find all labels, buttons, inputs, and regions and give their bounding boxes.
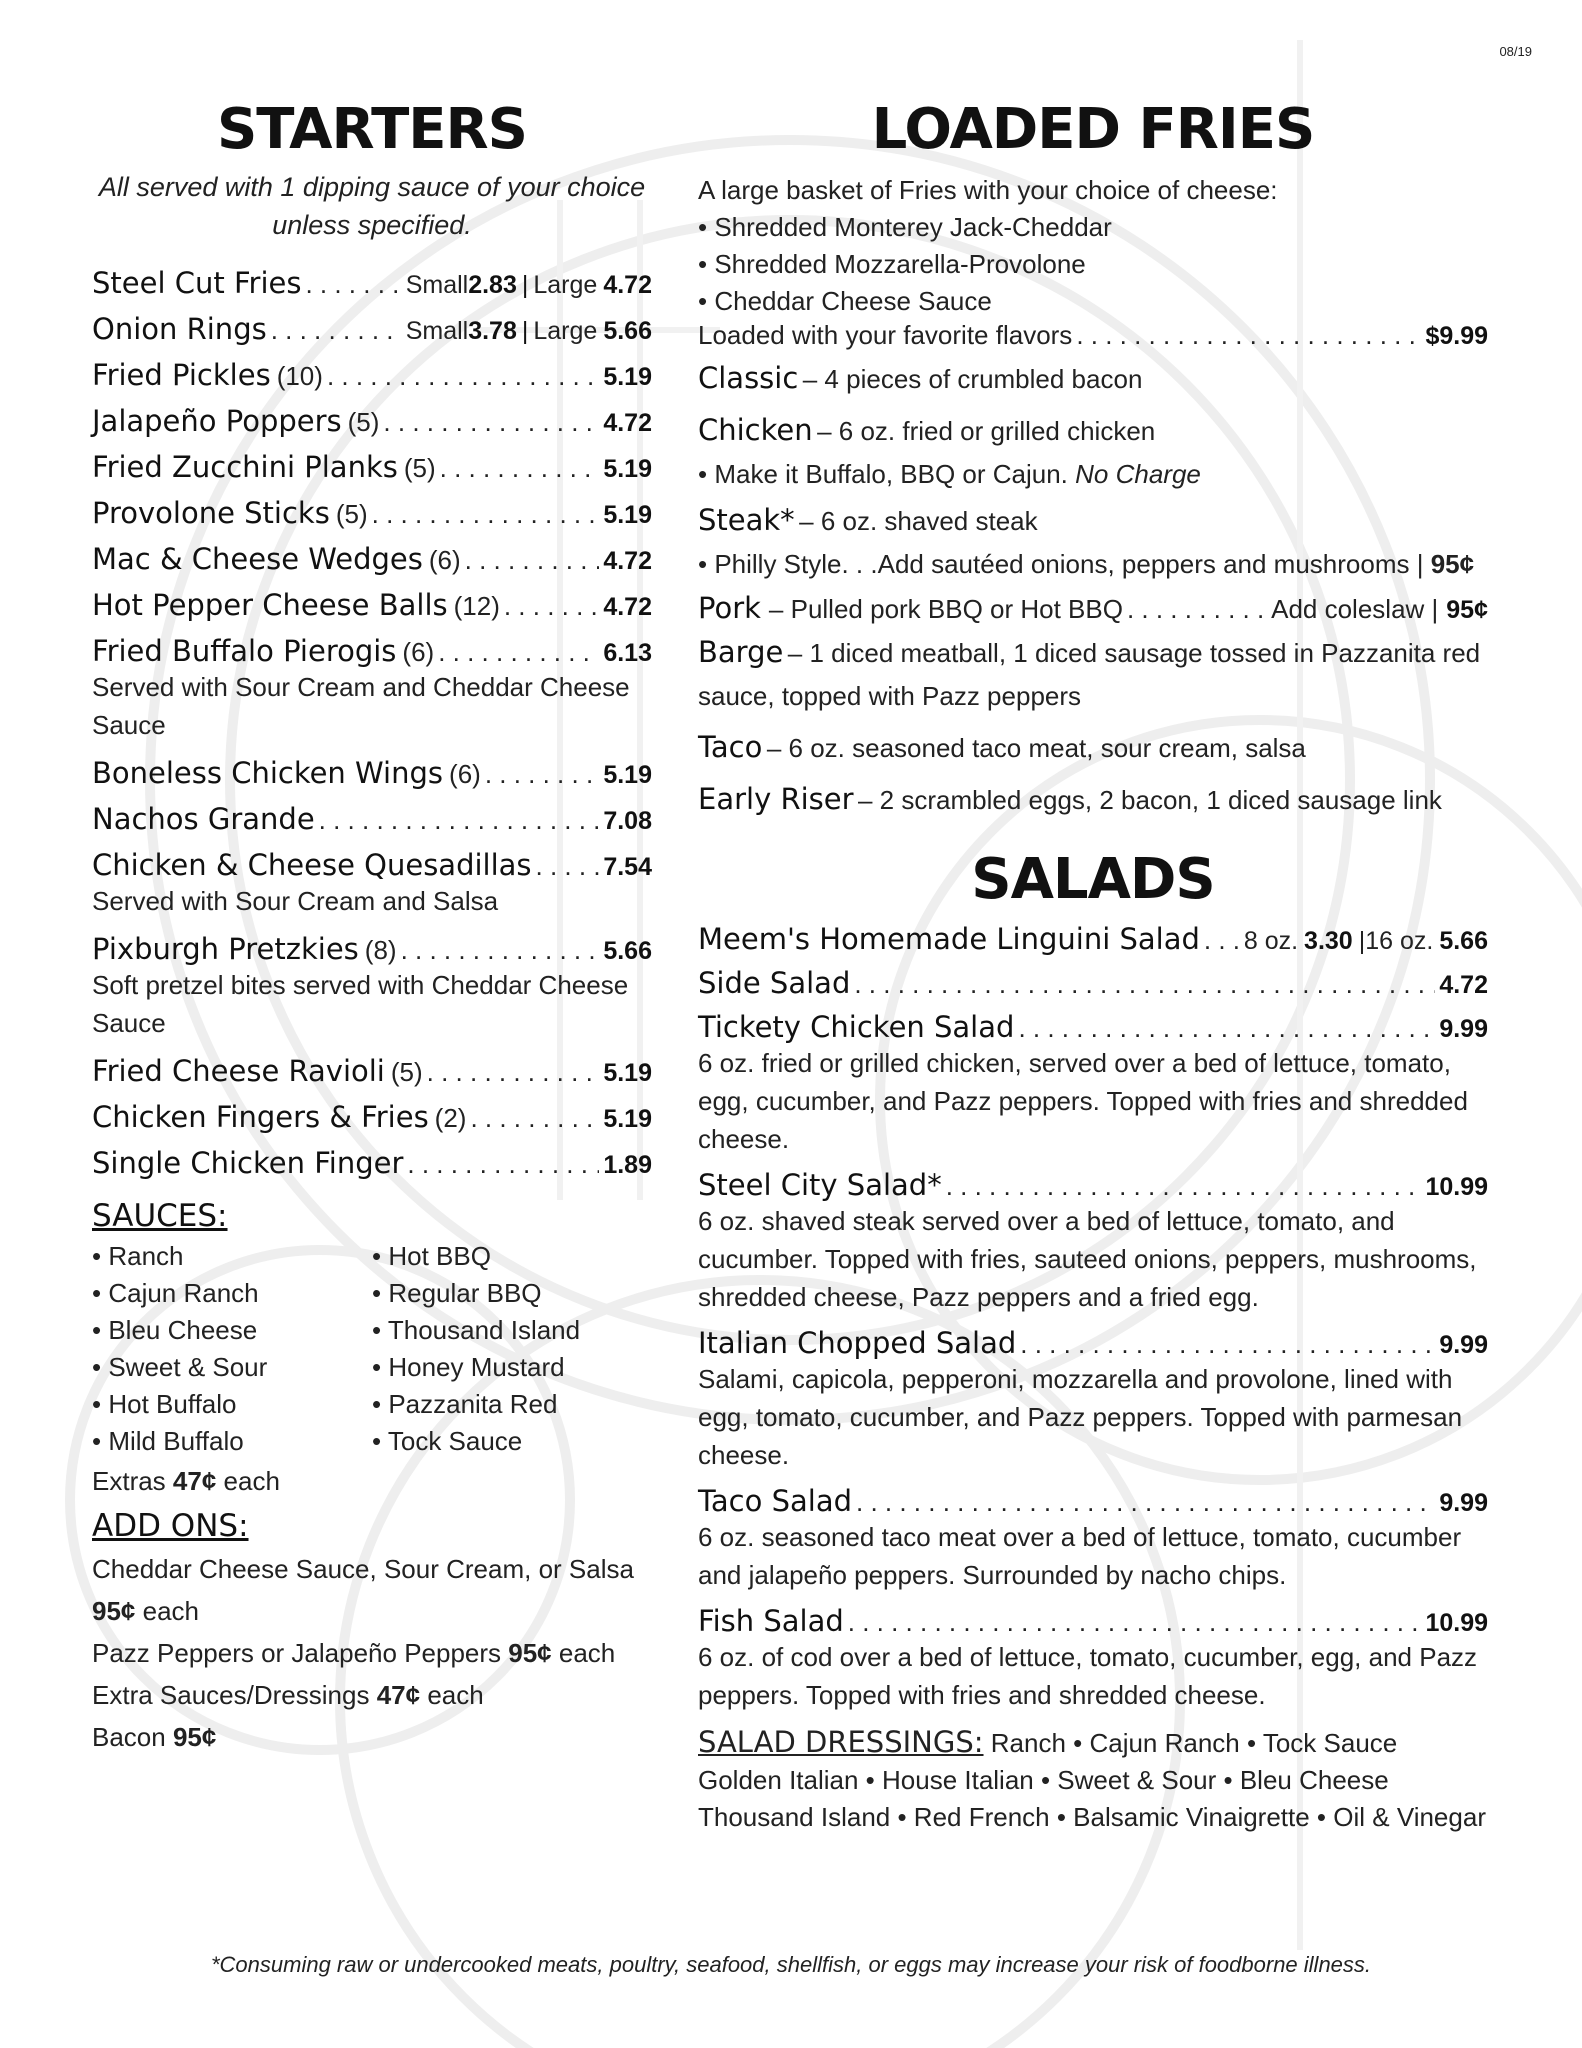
item-name: Mac & Cheese Wedges bbox=[92, 542, 423, 576]
item-price: 1.89 bbox=[603, 1151, 652, 1179]
fries-option-note: • Philly Style. . .Add sautéed onions, peppers and mushrooms | 95¢ bbox=[698, 549, 1475, 579]
item-price: 5.19 bbox=[603, 1105, 652, 1133]
large-label: Large bbox=[533, 271, 598, 299]
leader-dots bbox=[271, 315, 402, 346]
menu-item-row bbox=[92, 634, 652, 668]
fries-option bbox=[698, 633, 1488, 720]
loaded-fries-label: Loaded with your favorite flavors bbox=[698, 320, 1073, 350]
item-name: Boneless Chicken Wings bbox=[92, 756, 444, 790]
salad-item bbox=[698, 1604, 1488, 1714]
item-quantity: (6) bbox=[449, 759, 481, 789]
salad-name: Italian Chopped Salad bbox=[698, 1326, 1017, 1360]
starters-subtitle: All served with 1 dipping sauce of your choice unless specified. bbox=[98, 172, 646, 240]
fries-option-description: – 6 oz. shaved steak bbox=[799, 506, 1038, 536]
add-on-line bbox=[92, 1548, 652, 1590]
leader-dots bbox=[1018, 1013, 1435, 1044]
leader-dots bbox=[319, 805, 600, 836]
item-quantity: (8) bbox=[364, 935, 397, 965]
small-size-price: 3.30 bbox=[1304, 927, 1353, 955]
salad-item bbox=[698, 1010, 1488, 1158]
fries-option-line bbox=[698, 728, 1488, 772]
add-ons-heading: ADD ONS: bbox=[92, 1508, 249, 1544]
menu-item bbox=[92, 1146, 652, 1180]
salad-item bbox=[698, 1168, 1488, 1316]
large-price: 4.72 bbox=[603, 271, 652, 299]
leader-dots bbox=[327, 361, 599, 392]
cheese-option: • Shredded Monterey Jack-Cheddar bbox=[698, 209, 1488, 246]
item-quantity: (6) bbox=[428, 545, 461, 575]
item-description: Served with Sour Cream and Cheddar Cheese Sauce bbox=[92, 672, 630, 740]
salad-dressings bbox=[698, 1724, 1488, 1836]
food-safety-footer: *Consuming raw or undercooked meats, poultry, seafood, shellfish, or eggs may increase your risk of foodborne illness. bbox=[210, 1952, 1372, 1977]
salad-description: 6 oz. shaved steak served over a bed of lettuce, tomato, and cucumber. Topped with fries, sauteed onions, peppers, mushrooms, shredded cheese, Pazz peppers and a fried egg. bbox=[698, 1206, 1477, 1312]
fries-option bbox=[698, 359, 1488, 403]
menu-item bbox=[92, 1100, 652, 1134]
salad-price: 4.72 bbox=[1439, 971, 1488, 999]
menu-item-row bbox=[92, 932, 652, 966]
salad-item-row bbox=[698, 1484, 1488, 1518]
sauce-item: • Regular BBQ bbox=[372, 1275, 652, 1312]
menu-item bbox=[92, 542, 652, 576]
sauce-item: • Sweet & Sour bbox=[92, 1349, 372, 1386]
fries-option-line bbox=[698, 359, 1488, 403]
add-on-suffix: each bbox=[142, 1596, 200, 1626]
item-price: 5.19 bbox=[603, 363, 652, 391]
menu-item bbox=[92, 358, 652, 392]
salad-item bbox=[698, 966, 1488, 1000]
item-name: Fried Zucchini Planks bbox=[92, 450, 398, 484]
salad-price: 9.99 bbox=[1439, 1331, 1488, 1359]
add-on-price: 95¢ bbox=[92, 1596, 136, 1626]
menu-item-row bbox=[92, 450, 652, 484]
sauce-item: • Honey Mustard bbox=[372, 1349, 652, 1386]
add-on-text: Cheddar Cheese Sauce, Sour Cream, or Salsa bbox=[92, 1554, 634, 1584]
menu-item-row bbox=[92, 542, 652, 576]
sauces-extras bbox=[92, 1460, 652, 1502]
salad-description: 6 oz. seasoned taco meat over a bed of lettuce, tomato, cucumber and jalapeño peppers. Surrounded by nacho chips. bbox=[698, 1522, 1462, 1590]
salad-item-row bbox=[698, 922, 1488, 956]
salad-price: 10.99 bbox=[1425, 1609, 1488, 1637]
leader-dots bbox=[848, 1607, 1422, 1638]
cheese-options bbox=[698, 209, 1488, 320]
item-name: Jalapeño Poppers bbox=[92, 404, 342, 438]
fries-option-name: Early Riser bbox=[698, 782, 854, 816]
extras-suffix: each bbox=[223, 1466, 280, 1496]
salad-dressings-line-3: Thousand Island • Red French • Balsamic Vinaigrette • Oil & Vinegar bbox=[698, 1802, 1486, 1832]
leader-dots bbox=[383, 407, 599, 438]
fries-note-price: 95¢ bbox=[1430, 549, 1475, 579]
fries-option-row bbox=[698, 591, 1488, 625]
starters-heading: STARTERS bbox=[216, 97, 528, 162]
item-name: Steel Cut Fries bbox=[92, 266, 302, 300]
item-name: Nachos Grande bbox=[92, 802, 315, 836]
add-on-line bbox=[92, 1590, 652, 1632]
menu-item-row bbox=[92, 1146, 652, 1180]
starters-list bbox=[92, 266, 652, 1180]
item-quantity: (2) bbox=[434, 1103, 467, 1133]
item-description: Soft pretzel bites served with Cheddar Cheese Sauce bbox=[92, 970, 629, 1038]
fries-option-description: – 2 scrambled eggs, 2 bacon, 1 diced sausage link bbox=[858, 785, 1442, 815]
add-on-price: 95¢ bbox=[172, 1722, 217, 1752]
fries-option bbox=[698, 780, 1488, 824]
small-price: 2.83 bbox=[468, 271, 517, 299]
leader-dots bbox=[854, 969, 1435, 1000]
menu-item bbox=[92, 756, 652, 790]
item-price: 7.54 bbox=[603, 853, 652, 881]
item-name: Provolone Sticks bbox=[92, 496, 330, 530]
add-on-line bbox=[92, 1674, 652, 1716]
sauces-column-2 bbox=[372, 1238, 652, 1460]
salad-dressings-heading: SALAD DRESSINGS: bbox=[698, 1725, 984, 1759]
item-price: 7.08 bbox=[603, 807, 652, 835]
fries-option-name: Steak* bbox=[698, 503, 795, 537]
salad-name: Fish Salad bbox=[698, 1604, 844, 1638]
item-name: Hot Pepper Cheese Balls bbox=[92, 588, 448, 622]
menu-item bbox=[92, 932, 652, 1042]
fries-option bbox=[698, 728, 1488, 772]
large-size-label: |16 oz. bbox=[1358, 927, 1434, 955]
item-name: Chicken & Cheese Quesadillas bbox=[92, 848, 532, 882]
salad-price: 9.99 bbox=[1439, 1489, 1488, 1517]
sauce-item: • Tock Sauce bbox=[372, 1423, 652, 1460]
fries-option-note: • Make it Buffalo, BBQ or Cajun. No Charge bbox=[698, 459, 1201, 489]
item-price: 5.66 bbox=[603, 937, 652, 965]
salad-name: Side Salad bbox=[698, 966, 851, 1000]
salad-item-row bbox=[698, 1010, 1488, 1044]
loaded-fries-list bbox=[698, 359, 1488, 824]
item-quantity: (12) bbox=[453, 591, 500, 621]
leader-dots bbox=[504, 591, 599, 622]
item-price: 4.72 bbox=[603, 547, 652, 575]
item-quantity: (5) bbox=[390, 1057, 423, 1087]
add-on-price: 95¢ bbox=[508, 1638, 552, 1668]
salad-item bbox=[698, 1326, 1488, 1474]
item-quantity: (5) bbox=[403, 453, 436, 483]
fries-note-text: Make it Buffalo, BBQ or Cajun. bbox=[714, 459, 1068, 489]
pork-extra-price: 95¢ bbox=[1446, 596, 1488, 624]
fries-note-extra: No Charge bbox=[1075, 459, 1201, 489]
salad-name: Meem's Homemade Linguini Salad bbox=[698, 922, 1200, 956]
salad-price: 9.99 bbox=[1439, 1015, 1488, 1043]
menu-item bbox=[92, 404, 652, 438]
salads-heading: SALADS bbox=[971, 847, 1215, 912]
salads-list bbox=[698, 922, 1488, 1714]
menu-item-row bbox=[92, 588, 652, 622]
leader-dots bbox=[440, 453, 600, 484]
salad-name: Steel City Salad* bbox=[698, 1168, 942, 1202]
item-name: Fried Buffalo Pierogis bbox=[92, 634, 397, 668]
menu-item bbox=[92, 496, 652, 530]
add-on-suffix: each bbox=[558, 1638, 616, 1668]
salad-description: 6 oz. of cod over a bed of lettuce, tomato, cucumber, egg, and Pazz peppers. Topped with fries and shredded cheese. bbox=[698, 1642, 1478, 1710]
item-price: 6.13 bbox=[603, 639, 652, 667]
menu-item bbox=[92, 1054, 652, 1088]
sauce-item: • Thousand Island bbox=[372, 1312, 652, 1349]
salad-item bbox=[698, 1484, 1488, 1594]
menu-item-row bbox=[92, 802, 652, 836]
item-name: Pixburgh Pretzkies bbox=[92, 932, 359, 966]
menu-item-row bbox=[92, 756, 652, 790]
salad-item-row bbox=[698, 1326, 1488, 1360]
fries-option-line bbox=[698, 411, 1488, 455]
fries-option-name: Barge bbox=[698, 635, 784, 669]
item-description: Served with Sour Cream and Salsa bbox=[92, 886, 499, 916]
small-label: Small bbox=[405, 271, 469, 299]
leader-dots bbox=[305, 269, 401, 300]
salad-dressings-line-1: Ranch • Cajun Ranch • Tock Sauce bbox=[990, 1728, 1398, 1758]
leader-dots bbox=[536, 851, 600, 882]
item-name: Chicken Fingers & Fries bbox=[92, 1100, 429, 1134]
menu-item-row bbox=[92, 404, 652, 438]
leader-dots bbox=[946, 1171, 1422, 1202]
leader-dots bbox=[485, 759, 600, 790]
leader-dots bbox=[1020, 1329, 1435, 1360]
menu-item bbox=[92, 312, 652, 346]
sauce-item: • Cajun Ranch bbox=[92, 1275, 372, 1312]
leader-dots bbox=[1127, 594, 1267, 625]
fries-option-name: Taco bbox=[698, 730, 763, 764]
menu-item-row bbox=[92, 496, 652, 530]
leader-dots bbox=[401, 935, 600, 966]
leader-dots bbox=[470, 1103, 599, 1134]
pork-extra: Add coleslaw | bbox=[1271, 594, 1439, 624]
menu-item bbox=[92, 634, 652, 744]
fries-note-text: Philly Style. . .Add sautéed onions, peppers and mushrooms | bbox=[714, 549, 1424, 579]
sauces-column-1 bbox=[92, 1238, 372, 1460]
item-name: Onion Rings bbox=[92, 312, 267, 346]
add-on-suffix: each bbox=[427, 1680, 484, 1710]
item-quantity: (5) bbox=[347, 407, 380, 437]
large-label: Large bbox=[533, 317, 598, 345]
add-ons-list bbox=[92, 1548, 652, 1758]
cheese-option: • Shredded Mozzarella-Provolone bbox=[698, 246, 1488, 283]
menu-item bbox=[92, 450, 652, 484]
salad-item bbox=[698, 922, 1488, 956]
menu-item bbox=[92, 848, 652, 920]
left-column bbox=[92, 96, 652, 1758]
leader-dots bbox=[372, 499, 600, 530]
small-price: 3.78 bbox=[468, 317, 517, 345]
menu-item-row bbox=[92, 358, 652, 392]
right-column bbox=[698, 96, 1488, 1836]
fries-option-name: Pork bbox=[698, 591, 761, 625]
item-price: 4.72 bbox=[603, 409, 652, 437]
menu-item-row bbox=[92, 312, 652, 346]
add-on-line bbox=[92, 1716, 652, 1758]
leader-dots bbox=[427, 1057, 600, 1088]
item-quantity: (6) bbox=[402, 637, 435, 667]
item-price: 5.19 bbox=[603, 761, 652, 789]
salad-item-row bbox=[698, 1168, 1488, 1202]
loaded-fries-heading: LOADED FRIES bbox=[871, 97, 1315, 162]
large-size-price: 5.66 bbox=[1439, 927, 1488, 955]
fries-option bbox=[698, 411, 1488, 493]
sauce-item: • Bleu Cheese bbox=[92, 1312, 372, 1349]
add-on-text: Extra Sauces/Dressings bbox=[92, 1680, 370, 1710]
item-name: Fried Cheese Ravioli bbox=[92, 1054, 385, 1088]
salad-name: Tickety Chicken Salad bbox=[698, 1010, 1015, 1044]
price-separator: | bbox=[521, 317, 529, 345]
item-price: 4.72 bbox=[603, 593, 652, 621]
fries-option-description: – 6 oz. fried or grilled chicken bbox=[817, 416, 1156, 446]
fries-option-line bbox=[698, 501, 1488, 545]
leader-dots bbox=[438, 637, 599, 668]
salad-item-row bbox=[698, 966, 1488, 1000]
sauces-heading: SAUCES: bbox=[92, 1198, 228, 1234]
add-on-text: Pazz Peppers or Jalapeño Peppers bbox=[92, 1638, 502, 1668]
sauce-item: • Hot Buffalo bbox=[92, 1386, 372, 1423]
menu-item bbox=[92, 802, 652, 836]
menu-item-row bbox=[92, 1054, 652, 1088]
item-quantity: (10) bbox=[276, 361, 323, 391]
sauce-item: • Pazzanita Red bbox=[372, 1386, 652, 1423]
fries-option-description: – 6 oz. seasoned taco meat, sour cream, salsa bbox=[766, 733, 1306, 763]
leader-dots bbox=[407, 1149, 599, 1180]
leader-dots bbox=[856, 1487, 1435, 1518]
fries-option-line bbox=[698, 780, 1488, 824]
fries-option-line bbox=[698, 633, 1488, 720]
salad-item-row bbox=[698, 1604, 1488, 1638]
item-quantity: (5) bbox=[335, 499, 368, 529]
sauces-list bbox=[92, 1238, 652, 1460]
leader-dots bbox=[1204, 925, 1240, 956]
fries-option-description: – 1 diced meatball, 1 diced sausage tossed in Pazzanita red sauce, topped with Pazz peppers bbox=[698, 638, 1481, 711]
sauce-item: • Mild Buffalo bbox=[92, 1423, 372, 1460]
fries-option bbox=[698, 591, 1488, 625]
salad-name: Taco Salad bbox=[698, 1484, 853, 1518]
salad-price: 10.99 bbox=[1425, 1173, 1488, 1201]
leader-dots bbox=[465, 545, 600, 576]
fries-option-name: Classic bbox=[698, 361, 799, 395]
menu-item bbox=[92, 588, 652, 622]
small-size-label: 8 oz. bbox=[1243, 927, 1299, 955]
menu-item-row bbox=[92, 848, 652, 882]
menu-item bbox=[92, 266, 652, 300]
price-separator: | bbox=[521, 271, 529, 299]
date-code: 08/19 bbox=[1499, 44, 1532, 59]
fries-option-name: Chicken bbox=[698, 413, 813, 447]
item-name: Fried Pickles bbox=[92, 358, 271, 392]
salad-description: 6 oz. fried or grilled chicken, served over a bed of lettuce, tomato, egg, cucumber, and Pazz peppers. Topped with fries and shredded cheese. bbox=[698, 1048, 1468, 1154]
salad-dressings-line-2: Golden Italian • House Italian • Sweet & Sour • Bleu Cheese bbox=[698, 1765, 1389, 1795]
sauce-item: • Hot BBQ bbox=[372, 1238, 652, 1275]
large-price: 5.66 bbox=[603, 317, 652, 345]
add-on-text: Bacon bbox=[92, 1722, 166, 1752]
loaded-fries-price-row bbox=[698, 320, 1488, 351]
small-label: Small bbox=[405, 317, 469, 345]
extras-price: 47¢ bbox=[172, 1466, 217, 1496]
cheese-option: • Cheddar Cheese Sauce bbox=[698, 283, 1488, 320]
fries-option bbox=[698, 501, 1488, 583]
item-price: 5.19 bbox=[603, 501, 652, 529]
loaded-fries-price: $9.99 bbox=[1425, 322, 1488, 350]
menu-item-row bbox=[92, 266, 652, 300]
salad-description: Salami, capicola, pepperoni, mozzarella and provolone, lined with egg, tomato, cucumber, and Pazz peppers. Topped with parmesan cheese. bbox=[698, 1364, 1463, 1470]
fries-option-description: – 4 pieces of crumbled bacon bbox=[802, 364, 1143, 394]
sauce-item: • Ranch bbox=[92, 1238, 372, 1275]
item-price: 5.19 bbox=[603, 455, 652, 483]
loaded-fries-intro: A large basket of Fries with your choice of cheese: bbox=[698, 175, 1278, 205]
menu-item-row bbox=[92, 1100, 652, 1134]
add-on-line bbox=[92, 1632, 652, 1674]
add-on-price: 47¢ bbox=[376, 1680, 421, 1710]
extras-label: Extras bbox=[92, 1466, 166, 1496]
fries-option-description: – Pulled pork BBQ or Hot BBQ bbox=[768, 594, 1123, 624]
item-price: 5.19 bbox=[603, 1059, 652, 1087]
item-name: Single Chicken Finger bbox=[92, 1146, 404, 1180]
